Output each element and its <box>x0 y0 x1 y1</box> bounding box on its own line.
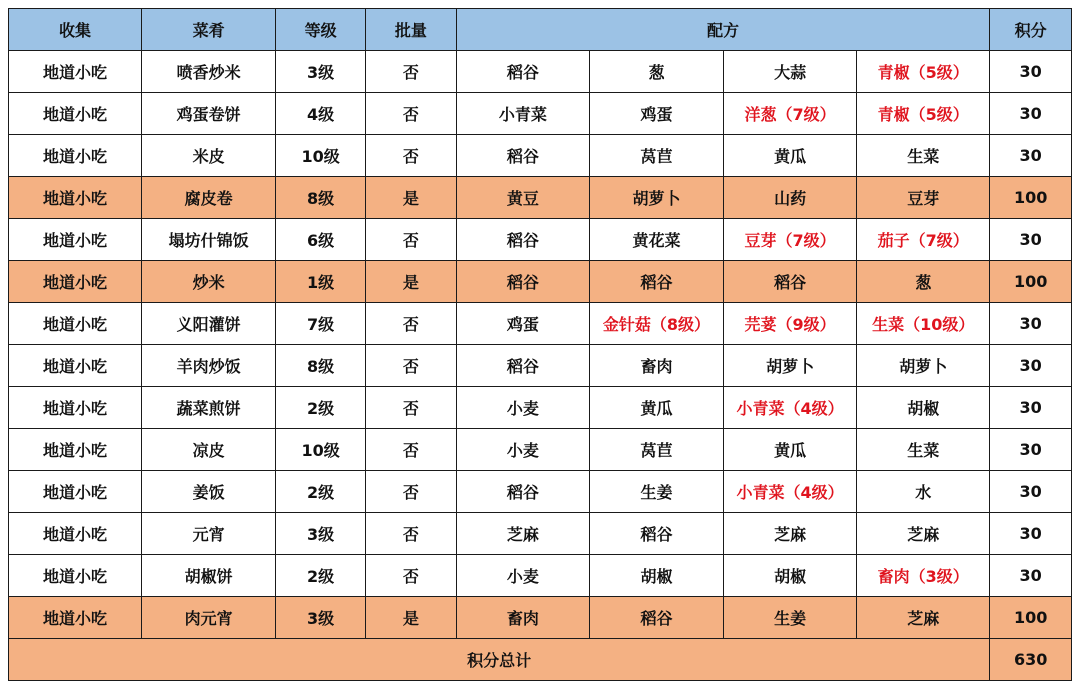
cell-level: 10级 <box>276 135 366 177</box>
cell-ingredient: 黄豆 <box>456 177 589 219</box>
cell-ingredient: 青椒（5级） <box>857 51 990 93</box>
cell-points: 30 <box>990 429 1072 471</box>
cell-points: 30 <box>990 93 1072 135</box>
cell-batch: 否 <box>366 471 457 513</box>
cell-points: 30 <box>990 513 1072 555</box>
header-collect: 收集 <box>9 9 142 51</box>
cell-ingredient: 胡萝卜 <box>857 345 990 387</box>
cell-level: 8级 <box>276 345 366 387</box>
cell-collect: 地道小吃 <box>9 597 142 639</box>
cell-ingredient: 生菜 <box>857 429 990 471</box>
total-row <box>9 639 1072 681</box>
header-dish: 菜肴 <box>142 9 276 51</box>
cell-level: 2级 <box>276 555 366 597</box>
cell-ingredient: 芫荽（9级） <box>724 303 857 345</box>
total-label: 积分总计 <box>9 639 990 681</box>
cell-ingredient: 鸡蛋 <box>456 303 589 345</box>
cell-batch: 否 <box>366 51 457 93</box>
table-row <box>9 261 1072 303</box>
cell-ingredient: 胡萝卜 <box>589 177 723 219</box>
cell-dish: 腐皮卷 <box>142 177 276 219</box>
cell-ingredient: 胡椒 <box>724 555 857 597</box>
cell-ingredient: 胡萝卜 <box>724 345 857 387</box>
cell-collect: 地道小吃 <box>9 387 142 429</box>
cell-ingredient: 稻谷 <box>456 261 589 303</box>
recipe-table-container <box>8 8 1072 681</box>
cell-dish: 姜饭 <box>142 471 276 513</box>
cell-level: 2级 <box>276 387 366 429</box>
cell-dish: 肉元宵 <box>142 597 276 639</box>
cell-ingredient: 黄瓜 <box>724 429 857 471</box>
cell-level: 3级 <box>276 51 366 93</box>
header-row <box>9 9 1072 51</box>
cell-ingredient: 茄子（7级） <box>857 219 990 261</box>
cell-ingredient: 芝麻 <box>857 597 990 639</box>
cell-batch: 否 <box>366 93 457 135</box>
cell-batch: 否 <box>366 303 457 345</box>
cell-ingredient: 稻谷 <box>456 345 589 387</box>
cell-collect: 地道小吃 <box>9 93 142 135</box>
cell-batch: 否 <box>366 513 457 555</box>
cell-ingredient: 小青菜 <box>456 93 589 135</box>
cell-batch: 是 <box>366 177 457 219</box>
cell-dish: 羊肉炒饭 <box>142 345 276 387</box>
cell-collect: 地道小吃 <box>9 345 142 387</box>
cell-ingredient: 生菜 <box>857 135 990 177</box>
cell-level: 3级 <box>276 597 366 639</box>
cell-ingredient: 山药 <box>724 177 857 219</box>
cell-dish: 喷香炒米 <box>142 51 276 93</box>
cell-level: 4级 <box>276 93 366 135</box>
cell-ingredient: 葱 <box>589 51 723 93</box>
cell-collect: 地道小吃 <box>9 429 142 471</box>
cell-ingredient: 水 <box>857 471 990 513</box>
cell-ingredient: 稻谷 <box>456 471 589 513</box>
cell-batch: 否 <box>366 219 457 261</box>
cell-points: 30 <box>990 303 1072 345</box>
cell-points: 100 <box>990 261 1072 303</box>
cell-ingredient: 畜肉 <box>589 345 723 387</box>
cell-collect: 地道小吃 <box>9 51 142 93</box>
cell-dish: 鸡蛋卷饼 <box>142 93 276 135</box>
cell-points: 30 <box>990 135 1072 177</box>
cell-collect: 地道小吃 <box>9 261 142 303</box>
table-row <box>9 471 1072 513</box>
table-row <box>9 597 1072 639</box>
cell-ingredient: 稻谷 <box>456 135 589 177</box>
cell-dish: 义阳灌饼 <box>142 303 276 345</box>
cell-ingredient: 胡椒 <box>857 387 990 429</box>
total-value: 630 <box>990 639 1072 681</box>
cell-level: 8级 <box>276 177 366 219</box>
cell-ingredient: 小青菜（4级） <box>724 471 857 513</box>
table-header <box>9 9 1072 51</box>
cell-ingredient: 稻谷 <box>589 513 723 555</box>
header-recipe: 配方 <box>456 9 990 51</box>
cell-batch: 是 <box>366 597 457 639</box>
cell-ingredient: 黄瓜 <box>589 387 723 429</box>
cell-collect: 地道小吃 <box>9 555 142 597</box>
cell-ingredient: 豆芽（7级） <box>724 219 857 261</box>
cell-ingredient: 青椒（5级） <box>857 93 990 135</box>
cell-collect: 地道小吃 <box>9 471 142 513</box>
cell-dish: 米皮 <box>142 135 276 177</box>
header-level: 等级 <box>276 9 366 51</box>
cell-level: 6级 <box>276 219 366 261</box>
cell-batch: 是 <box>366 261 457 303</box>
cell-collect: 地道小吃 <box>9 513 142 555</box>
cell-ingredient: 小麦 <box>456 555 589 597</box>
table-row <box>9 345 1072 387</box>
cell-dish: 元宵 <box>142 513 276 555</box>
cell-dish: 塌坊什锦饭 <box>142 219 276 261</box>
cell-points: 30 <box>990 345 1072 387</box>
cell-points: 100 <box>990 597 1072 639</box>
cell-level: 3级 <box>276 513 366 555</box>
cell-points: 30 <box>990 555 1072 597</box>
cell-ingredient: 黄瓜 <box>724 135 857 177</box>
cell-points: 30 <box>990 471 1072 513</box>
table-row <box>9 303 1072 345</box>
cell-ingredient: 豆芽 <box>857 177 990 219</box>
cell-ingredient: 小青菜（4级） <box>724 387 857 429</box>
cell-ingredient: 莴苣 <box>589 135 723 177</box>
cell-dish: 凉皮 <box>142 429 276 471</box>
table-row <box>9 555 1072 597</box>
cell-level: 2级 <box>276 471 366 513</box>
cell-level: 1级 <box>276 261 366 303</box>
cell-collect: 地道小吃 <box>9 177 142 219</box>
cell-ingredient: 大蒜 <box>724 51 857 93</box>
cell-level: 10级 <box>276 429 366 471</box>
cell-collect: 地道小吃 <box>9 135 142 177</box>
table-row <box>9 387 1072 429</box>
cell-dish: 炒米 <box>142 261 276 303</box>
cell-ingredient: 小麦 <box>456 429 589 471</box>
cell-collect: 地道小吃 <box>9 219 142 261</box>
cell-collect: 地道小吃 <box>9 303 142 345</box>
cell-points: 100 <box>990 177 1072 219</box>
cell-points: 30 <box>990 219 1072 261</box>
cell-ingredient: 畜肉 <box>456 597 589 639</box>
table-row <box>9 93 1072 135</box>
cell-points: 30 <box>990 51 1072 93</box>
cell-batch: 否 <box>366 135 457 177</box>
cell-ingredient: 芝麻 <box>724 513 857 555</box>
cell-ingredient: 生姜 <box>724 597 857 639</box>
cell-ingredient: 畜肉（3级） <box>857 555 990 597</box>
cell-ingredient: 稻谷 <box>456 51 589 93</box>
cell-ingredient: 金针菇（8级） <box>589 303 723 345</box>
cell-batch: 否 <box>366 429 457 471</box>
table-row <box>9 135 1072 177</box>
header-points: 积分 <box>990 9 1072 51</box>
table-row <box>9 429 1072 471</box>
cell-level: 7级 <box>276 303 366 345</box>
cell-ingredient: 莴苣 <box>589 429 723 471</box>
cell-ingredient: 稻谷 <box>589 261 723 303</box>
cell-ingredient: 芝麻 <box>456 513 589 555</box>
header-batch: 批量 <box>366 9 457 51</box>
cell-ingredient: 葱 <box>857 261 990 303</box>
cell-batch: 否 <box>366 387 457 429</box>
cell-dish: 蔬菜煎饼 <box>142 387 276 429</box>
cell-ingredient: 稻谷 <box>589 597 723 639</box>
cell-ingredient: 稻谷 <box>456 219 589 261</box>
cell-ingredient: 洋葱（7级） <box>724 93 857 135</box>
cell-dish: 胡椒饼 <box>142 555 276 597</box>
cell-points: 30 <box>990 387 1072 429</box>
cell-ingredient: 胡椒 <box>589 555 723 597</box>
cell-ingredient: 鸡蛋 <box>589 93 723 135</box>
recipe-table <box>8 8 1072 681</box>
table-row <box>9 219 1072 261</box>
cell-ingredient: 小麦 <box>456 387 589 429</box>
table-row <box>9 513 1072 555</box>
cell-ingredient: 稻谷 <box>724 261 857 303</box>
table-row <box>9 177 1072 219</box>
table-body <box>9 51 1072 681</box>
cell-batch: 否 <box>366 555 457 597</box>
cell-ingredient: 芝麻 <box>857 513 990 555</box>
cell-ingredient: 生姜 <box>589 471 723 513</box>
cell-ingredient: 黄花菜 <box>589 219 723 261</box>
table-row <box>9 51 1072 93</box>
cell-ingredient: 生菜（10级） <box>857 303 990 345</box>
cell-batch: 否 <box>366 345 457 387</box>
